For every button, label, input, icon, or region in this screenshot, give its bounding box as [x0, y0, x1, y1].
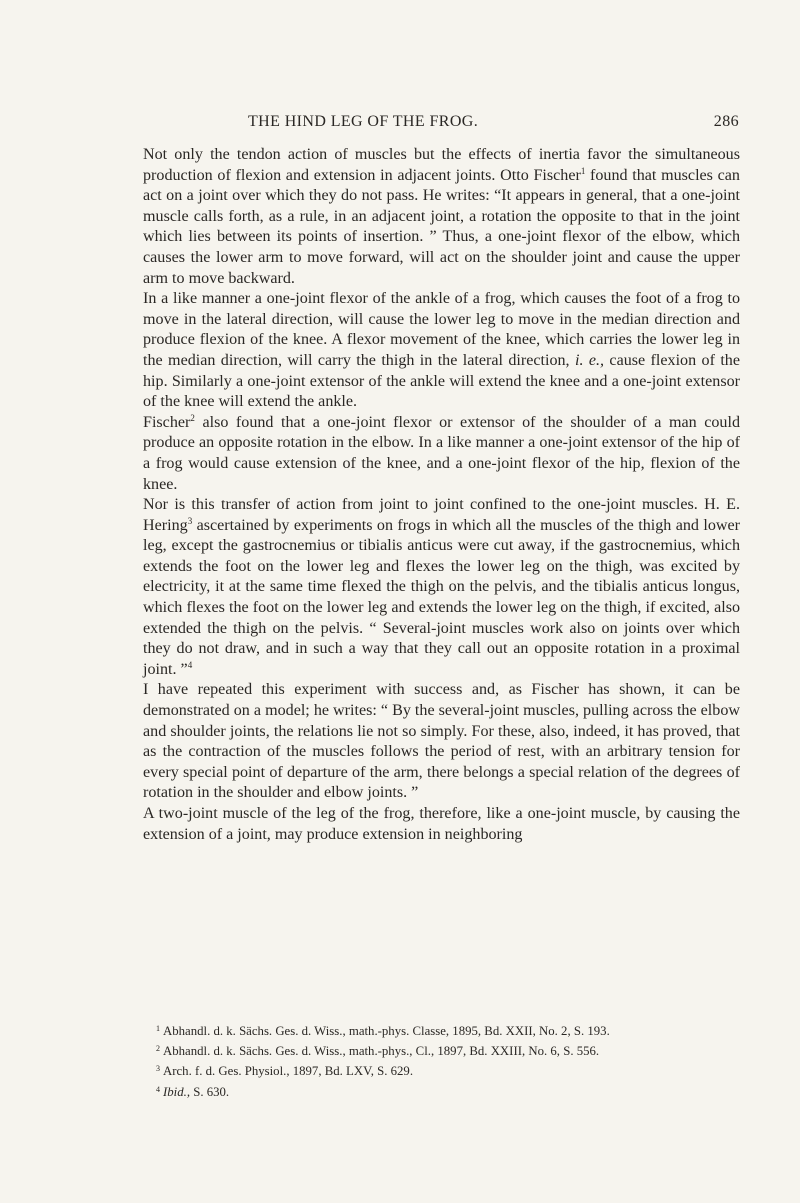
footnotes — [156, 1020, 741, 1101]
running-title: THE HIND LEG OF THE FROG. — [248, 113, 479, 130]
footnote-ref-1: 1 — [580, 165, 586, 176]
footnote-ref-2: 2 — [190, 412, 195, 423]
paragraph-2: In a like manner a one-joint flexor of the ankle of a frog, which causes the foot of a frog to move in the lateral direction, will cause the lower leg to move in the median direction and produce flexion of the knee. A flexor movement of the knee, which carries the lower leg in the median direction, will carry the thigh in the lateral direction, i. e., cause flexion of the hip. Similarly a one-joint extensor of the ankle will extend the knee and a one-joint extensor of the knee will extend the ankle. — [143, 290, 740, 411]
paragraph-1: Not only the tendon action of muscles but the effects of inertia favor the simultaneous production of flexion and extension in adjacent joints. Otto Fischer$^1$ found that muscles can act on a joint over which they do not pass. He writes: “It appears in general, that a one-joint muscle calls forth, as a rule, in an adjacent joint, a rotation the opposite to that in the joint which lies between its points of insertion. ” Thus, a one-joint flexor of the elbow, which causes the lower arm to move forward, will act on the shoulder joint and cause the upper arm to move backward. — [143, 146, 740, 287]
footnote-2: $^2$ Abhandl. d. k. Sächs. Ges. d. Wiss., math.-phys., Cl., 1897, Bd. XXIII, No. 6, S. 556. — [156, 1044, 600, 1059]
footnote-4: $^4$ Ibid., S. 630. — [156, 1084, 230, 1099]
footnote-ref-4: 4 — [187, 659, 193, 670]
paragraph-6: A two-joint muscle of the leg of the frog, therefore, like a one-joint muscle, by causing the extension of a joint, may produce extension in neighboring — [143, 805, 740, 843]
paragraph-5: I have repeated this experiment with success and, as Fischer has shown, it can be demonstrated on a model; he writes: “ By the several-joint muscles, pulling across the elbow and shoulder joints, the relations lie not so simply. For these, also, indeed, it has proved, that as the contraction of the muscles follows the period of rest, with an arbitrary tension for every special point of departure of the arm, there belongs a special relation of the degrees of rotation in the shoulder and elbow joints. ” — [143, 681, 740, 802]
footnote-ref-3: 3 — [187, 515, 193, 526]
page-number: 286 — [713, 113, 739, 130]
body-text — [143, 145, 740, 845]
footnote-1: $^1$ Abhandl. d. k. Sächs. Ges. d. Wiss., math.-phys. Classe, 1895, Bd. XXII, No. 2, S. 193. — [156, 1024, 610, 1038]
paragraph-4: Nor is this transfer of action from joint to joint confined to the one-joint muscles. H. E. Hering$^3$ ascertained by experiments on frogs in which all the muscles of the thigh and lower leg, except the gastrocnemius or tibialis anticus were cut away, if the gastrocnemius, which extends the foot on the lower leg and flexes the lower leg on the thigh, was excited by electricity, it at the same time flexed the thigh on the pelvis, and the tibialis anticus longus, which flexes the foot on the lower leg and extends the lower leg on the thigh, if excited, also extended the thigh on the pelvis. “ Several-joint muscles work also on joints over which they do not draw, and in such a way that they call out an opposite rotation in a proximal joint. ”$^4$ — [143, 496, 740, 678]
footnote-3: $^3$ Arch. f. d. Ges. Physiol., 1897, Bd. LXV, S. 629. — [156, 1064, 414, 1079]
paragraph-3: Fischer$^2$ also found that a one-joint flexor or extensor of the shoulder of a man could produce an opposite rotation in the elbow. In a like manner a one-joint extensor of the hip of a frog would cause extension of the knee, and a one-joint flexor of the hip, flexion of the knee. — [143, 412, 740, 493]
